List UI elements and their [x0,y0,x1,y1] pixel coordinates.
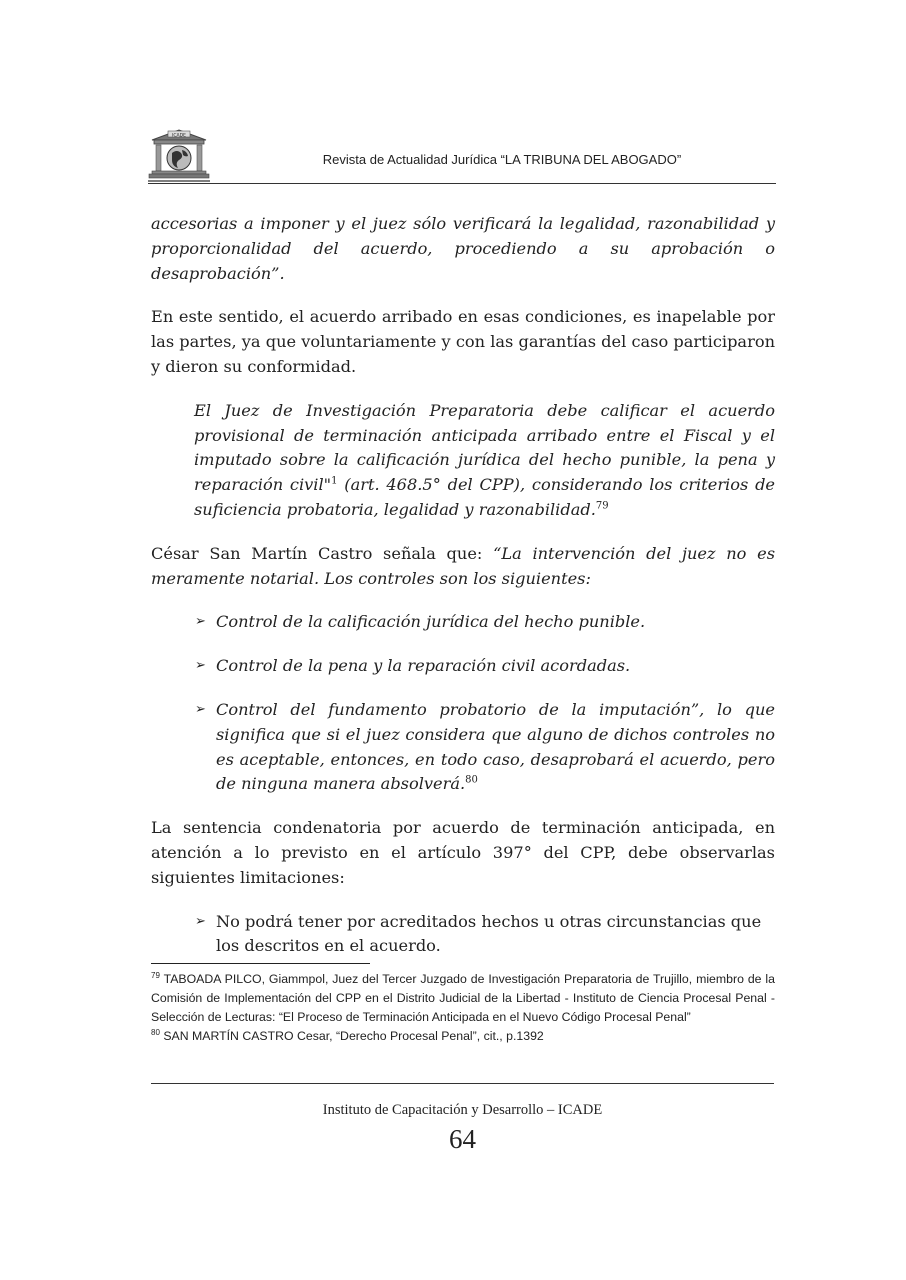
footer-divider [151,1083,774,1084]
list-item-text: Control de la calificación jurídica del hecho punible. [216,612,646,632]
list-item-text: Control de la pena y la reparación civil acordadas. [216,656,631,676]
list-item-limitation [151,910,775,960]
list-item-control-3 [151,698,775,797]
arrow-bullet-icon: ➢ [195,614,206,630]
header-divider [148,183,776,184]
footnotes [151,970,775,1046]
quote-text-continued: (art. 468.5° del CPP), considerando los criterios de suficiencia probatoria, legalidad y razonabilidad. [194,475,776,519]
svg-text:ICADE: ICADE [172,133,186,139]
footnote-number: 80 [151,1027,160,1037]
list-item-text: Control del fundamento probatorio de la imputación”, lo que significa que si el juez considera que alguno de dichos controles no es aceptable, entonces, en todo caso, desaprobará el acuerdo, pero de ninguna manera absolverá. [216,699,775,794]
page-number: 64 [449,1124,476,1154]
list-item-control-2 [151,654,775,679]
footnote-ref-79: 79 [595,500,609,512]
arrow-bullet-icon: ➢ [195,913,206,929]
paragraph-continuation: accesorias a imponer y el juez sólo verificará la legalidad, razonabilidad y proporcionalidad del acuerdo, procediendo a su aprobación o desaprobación”. [151,214,775,283]
footnote-80 [151,1027,775,1046]
list-item-control-1 [151,610,775,635]
footnote-number: 79 [151,970,160,980]
paragraph-agreement: En este sentido, el acuerdo arribado en esas condiciones, es inapelable por las partes, ya que voluntariamente y con las garantías del caso participaron y dieron su conformidad. [151,307,775,376]
footnote-divider [151,963,370,964]
arrow-bullet-icon: ➢ [195,658,206,674]
page-body [151,212,775,959]
paragraph-san-martin [151,542,775,592]
paragraph-san-martin-intro: César San Martín Castro señala que: [151,543,494,563]
paragraph-sentence-limitations: La sentencia condenatoria por acuerdo de terminación anticipada, en atención a lo previsto en el artículo 397° del CPP, debe observarlas siguientes limitaciones: [151,818,775,887]
footnote-ref-80: 80 [465,774,478,786]
footnote-text: SAN MARTÍN CASTRO Cesar, “Derecho Procesal Penal”, cit., p.1392 [159,1029,544,1043]
arrow-bullet-icon: ➢ [195,701,206,717]
block-quote [194,399,775,523]
footnote-text: TABOADA PILCO, Giammpol, Juez del Tercer Juzgado de Investigación Preparatoria de Trujillo, miembro de la Comisión de Implementación del CPP en el Distrito Judicial de la Libertad - Instituto de Ciencia Procesal Penal - Selección de Lecturas: “El Proceso de Terminación Anticipada en el Nuevo Código Procesal Penal” [151,972,775,1024]
quote-superscript-mark: 1 [331,475,338,487]
journal-title: Revista de Actualidad Jurídica “LA TRIBUNA DEL ABOGADO” [322,152,682,167]
footer-institute: Instituto de Capacitación y Desarrollo – ICADE [322,1102,603,1118]
paragraph-san-martin-quote: “La intervención del juez no es meramente notarial. Los controles son los siguientes: [151,543,775,588]
footnote-79 [151,970,775,1027]
page-header [148,128,776,186]
quote-text: El Juez de Investigación Preparatoria debe calificar el acuerdo provisional de terminación anticipada arribado entre el Fiscal y el imputado sobre la calificación jurídica del hecho punible, la pena y reparación civil" [194,400,775,495]
list-item-text: No podrá tener por acreditados hechos u otras circunstancias que los descritos en el acuerdo. [216,911,762,956]
